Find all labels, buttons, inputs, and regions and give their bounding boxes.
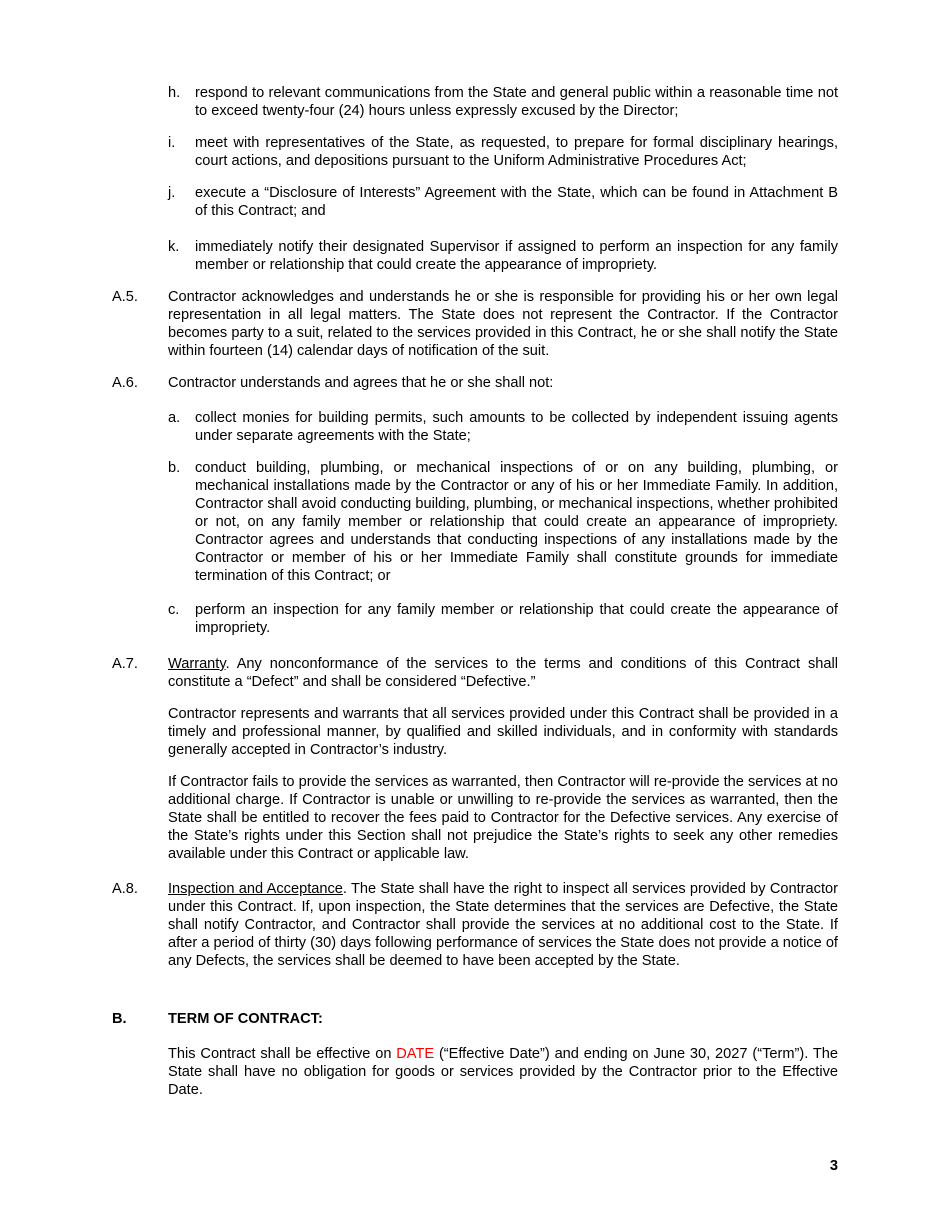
section-a7 [112, 655, 838, 691]
section-title: Warranty [168, 656, 226, 672]
section-number: A.6. [112, 375, 138, 391]
list-item-label: k. [168, 239, 180, 255]
section-title: TERM OF CONTRACT: [168, 1011, 323, 1027]
term-text-before: This Contract shall be effective on [168, 1046, 397, 1062]
list-item-c [168, 601, 838, 637]
list-item-label: c. [168, 602, 180, 618]
section-text [168, 880, 838, 970]
section-number: A.8. [112, 881, 138, 897]
list-item-text: respond to relevant communications from the State and general public within a reasonable time not to exceed twenty-four (24) hours unless expressly excused by the Director; [195, 85, 838, 119]
section-text-body: . Any nonconformance of the services to the terms and conditions of this Contract shall constitute a “Defect” and shall be considered “Defective.” [168, 656, 838, 690]
list-item-text: immediately notify their designated Supervisor if assigned to perform an inspection for any family member or relationship that could create the appearance of impropriety. [195, 239, 838, 273]
section-text [168, 655, 838, 691]
list-item-a [168, 409, 838, 445]
section-number: A.5. [112, 289, 138, 305]
section-a5 [112, 288, 838, 360]
section-text: Contractor acknowledges and understands he or she is responsible for providing his or her own legal representation in all legal matters. The State does not represent the Contractor. If the Contractor becomes party to a suit, related to the services provided in this Contract, he or she shall notify the State within fourteen (14) calendar days of notification of the suit. [168, 289, 838, 359]
list-item-b [168, 459, 838, 585]
list-item-label: j. [168, 185, 176, 201]
list-item-label: i. [168, 135, 176, 151]
list-item-text: collect monies for building permits, such amounts to be collected by independent issuing agents under separate agreements with the State; [195, 410, 838, 444]
list-item-label: h. [168, 85, 181, 101]
list-item-i [168, 134, 838, 170]
section-title: Inspection and Acceptance [168, 881, 343, 897]
warranty-paragraph-2: If Contractor fails to provide the services as warranted, then Contractor will re-provide the services at no additional charge. If Contractor is unable or unwilling to re-provide the services as warranted, then the State shall be entitled to recover the fees paid to Contractor for the Defective services. Any exercise of the State’s rights under this Section shall not prejudice the State’s rights to seek any other remedies available under this Contract or applicable law. [168, 774, 838, 862]
section-text-body: . The State shall have the right to inspect all services provided by Contractor under this Contract. If, upon inspection, the State determines that the services are Defective, the State shall notify Contractor, and Contractor shall provide the services at no additional cost to the State. If after a period of thirty (30) days following performance of services the State does not provide a notice of any Defects, the services shall be deemed to have been accepted by the State. [168, 881, 838, 969]
section-text: Contractor understands and agrees that he or she shall not: [168, 375, 554, 391]
list-item-text: meet with representatives of the State, as requested, to prepare for formal disciplinary hearings, court actions, and depositions pursuant to the Uniform Administrative Procedures Act; [195, 135, 838, 169]
list-item-text: execute a “Disclosure of Interests” Agreement with the State, which can be found in Attachment B of this Contract; and [195, 185, 838, 219]
list-item-text: conduct building, plumbing, or mechanical inspections of or on any building, plumbing, or mechanical installations made by the Contractor or any of his or her Immediate Family. In addition, Contractor shall avoid conducting building, plumbing, or mechanical inspections, whether prohibited or not, on any family member or relationship that could create an appearance of impropriety. Contractor agrees and understands that conducting inspections of any installations made by the Contractor or member of his or her Immediate Family shall constitute grounds for immediate termination of this Contract; or [195, 460, 838, 584]
list-item-text: perform an inspection for any family member or relationship that could create the appearance of impropriety. [195, 602, 838, 636]
term-text-after: (“Effective Date”) and ending on June 30, 2027 (“Term”). The State shall have no obligation for goods or services provided by the Contractor prior to the Effective Date. [168, 1046, 838, 1098]
list-item-label: b. [168, 460, 181, 476]
list-item-j [168, 184, 838, 220]
list-item-label: a. [168, 410, 181, 426]
section-a6 [112, 374, 838, 392]
list-item-h [168, 84, 838, 120]
term-paragraph [168, 1045, 838, 1099]
section-a8 [112, 880, 838, 970]
warranty-paragraph-1: Contractor represents and warrants that all services provided under this Contract shall be provided in a timely and professional manner, by qualified and skilled individuals, and in conformity with standards generally accepted in Contractor’s industry. [168, 706, 838, 758]
page-number: 3 [829, 1158, 838, 1174]
section-b-heading [112, 1010, 838, 1028]
section-number: B. [112, 1011, 127, 1027]
section-number: A.7. [112, 656, 138, 672]
list-item-k [168, 238, 838, 274]
date-placeholder: DATE [396, 1046, 435, 1062]
